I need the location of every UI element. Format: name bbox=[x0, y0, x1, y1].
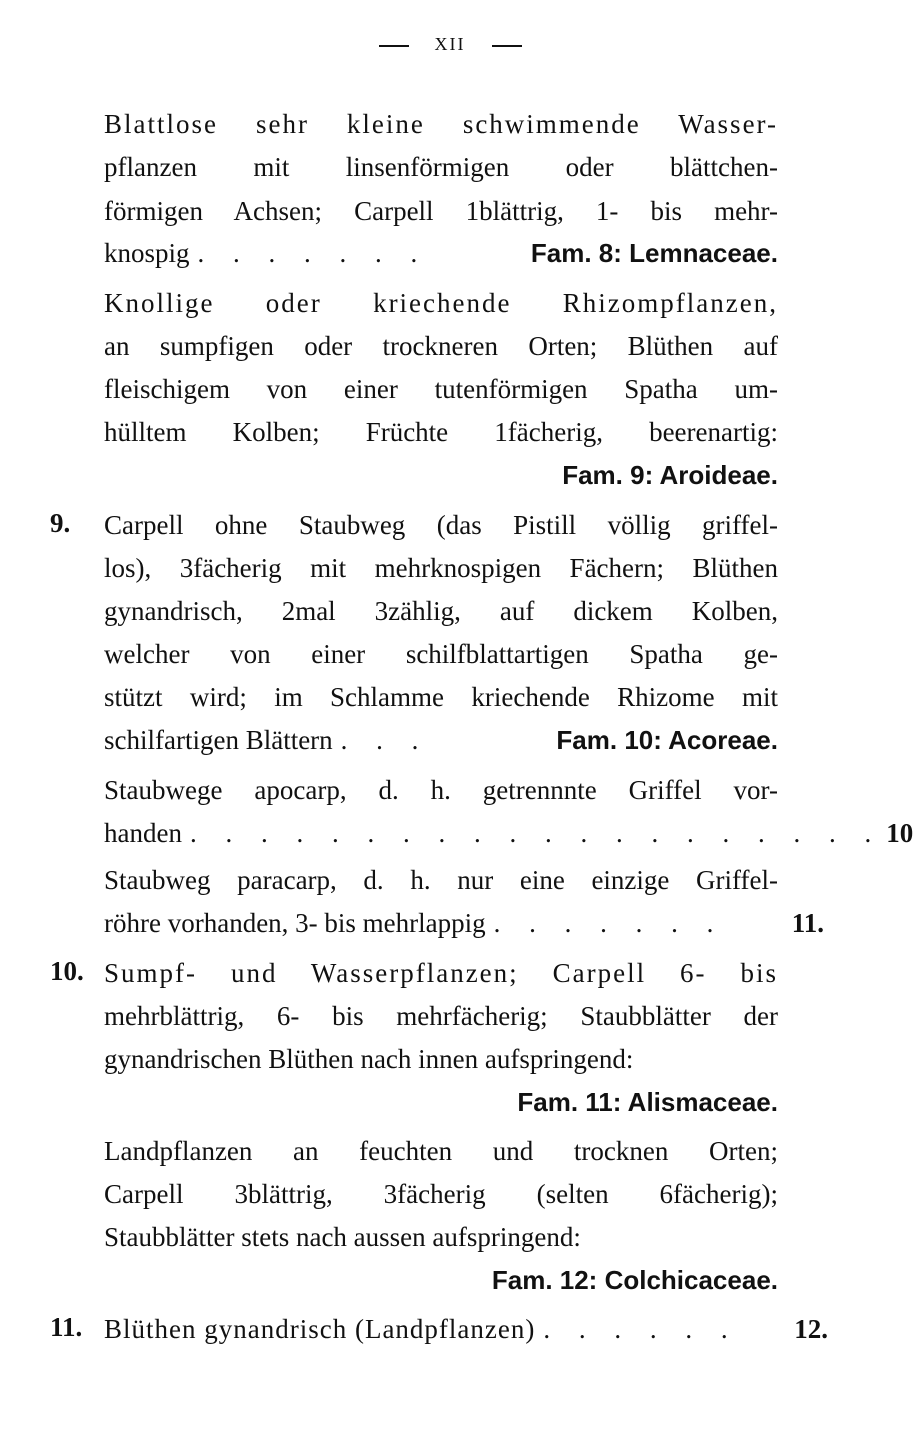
paracarp-reference-line bbox=[104, 907, 824, 939]
key-number-10: 10. bbox=[50, 956, 84, 986]
apocarp-reference-line bbox=[104, 817, 913, 849]
text-line: gynandrischen Blüthen nach innen aufspringend: bbox=[104, 1044, 634, 1074]
text-line: gynandrisch, 2mal 3zählig, auf dickem Kolben, bbox=[104, 596, 778, 626]
lemnaceae-family-line bbox=[104, 237, 778, 269]
text-line: welcher von einer schilfblattartigen Spatha ge- bbox=[104, 639, 778, 669]
text-line: Staubblätter stets nach aussen aufspringend: bbox=[104, 1222, 581, 1252]
family-name-colchicaceae: Fam. 12: Colchicaceae. bbox=[491, 1265, 778, 1295]
leader-dots: . . . . . . . bbox=[197, 238, 429, 268]
leader-dots: . . . . . . . bbox=[493, 908, 725, 938]
text-line: förmigen Achsen; Carpell 1blättrig, 1- bis mehr- bbox=[104, 196, 778, 226]
family-name-lemnaceae: Fam. 8: Lemnaceae. bbox=[530, 238, 778, 268]
text-line: Staubweg paracarp, d. h. nur eine einzige Griffel- bbox=[104, 865, 778, 895]
text-fragment: Blüthen gynandrisch (Landpflanzen) bbox=[104, 1314, 536, 1344]
text-line: Landpflanzen an feuchten und trocknen Orten; bbox=[104, 1136, 778, 1166]
text-line: Knollige oder kriechende Rhizompflanzen, bbox=[104, 288, 778, 318]
text-line: los), 3fächerig mit mehrknospigen Fächern; Blüthen bbox=[104, 553, 778, 583]
text-line: mehrblättrig, 6- bis mehrfächerig; Staubblätter der bbox=[104, 1001, 778, 1031]
text-fragment: röhre vorhanden, 3- bis mehrlappig bbox=[104, 908, 486, 938]
family-name-acoreae: Fam. 10: Acoreae. bbox=[556, 725, 778, 755]
reference-number: 11. bbox=[791, 908, 824, 938]
page-number: XII bbox=[434, 34, 466, 54]
text-line: Carpell ohne Staubweg (das Pistill völlig griffel- bbox=[104, 510, 778, 540]
page-header bbox=[0, 34, 900, 55]
header-dash-left bbox=[379, 45, 409, 47]
leader-dots: . . . bbox=[340, 725, 430, 755]
key-number-11: 11. bbox=[50, 1312, 83, 1342]
text-line: Staubwege apocarp, d. h. getrennnte Griffel vor- bbox=[104, 775, 778, 805]
text-line: fleischigem von einer tutenförmigen Spatha um- bbox=[104, 374, 778, 404]
text-fragment: handen bbox=[104, 818, 182, 848]
text-line: an sumpfigen oder trockneren Orten; Blüthen auf bbox=[104, 331, 778, 361]
gynandrisch-reference-line bbox=[104, 1313, 828, 1345]
text-line: hülltem Kolben; Früchte 1fächerig, beerenartig: bbox=[104, 417, 778, 447]
acoreae-family-line bbox=[104, 724, 778, 756]
text-line: stützt wird; im Schlamme kriechende Rhizome mit bbox=[104, 682, 778, 712]
reference-number: 12. bbox=[794, 1314, 828, 1344]
family-name-alismaceae: Fam. 11: Alismaceae. bbox=[517, 1087, 778, 1117]
key-number-9: 9. bbox=[50, 508, 71, 538]
text-line: pflanzen mit linsenförmigen oder blättchen- bbox=[104, 152, 778, 182]
family-name-aroideae: Fam. 9: Aroideae. bbox=[562, 460, 778, 490]
text-fragment: knospig bbox=[104, 238, 190, 268]
text-line: Carpell 3blättrig, 3fächerig (selten 6fächerig); bbox=[104, 1179, 778, 1209]
text-line: Blattlose sehr kleine schwimmende Wasser- bbox=[104, 109, 778, 139]
reference-number: 10 bbox=[886, 818, 913, 848]
leader-dots: . . . . . . . . . . . . . . . . . . . . bbox=[189, 818, 883, 848]
leader-dots: . . . . . . bbox=[543, 1314, 739, 1344]
header-dash-right bbox=[492, 45, 522, 47]
text-fragment: schilfartigen Blättern bbox=[104, 725, 333, 755]
text-line: Sumpf- und Wasserpflanzen; Carpell 6- bis bbox=[104, 958, 778, 988]
